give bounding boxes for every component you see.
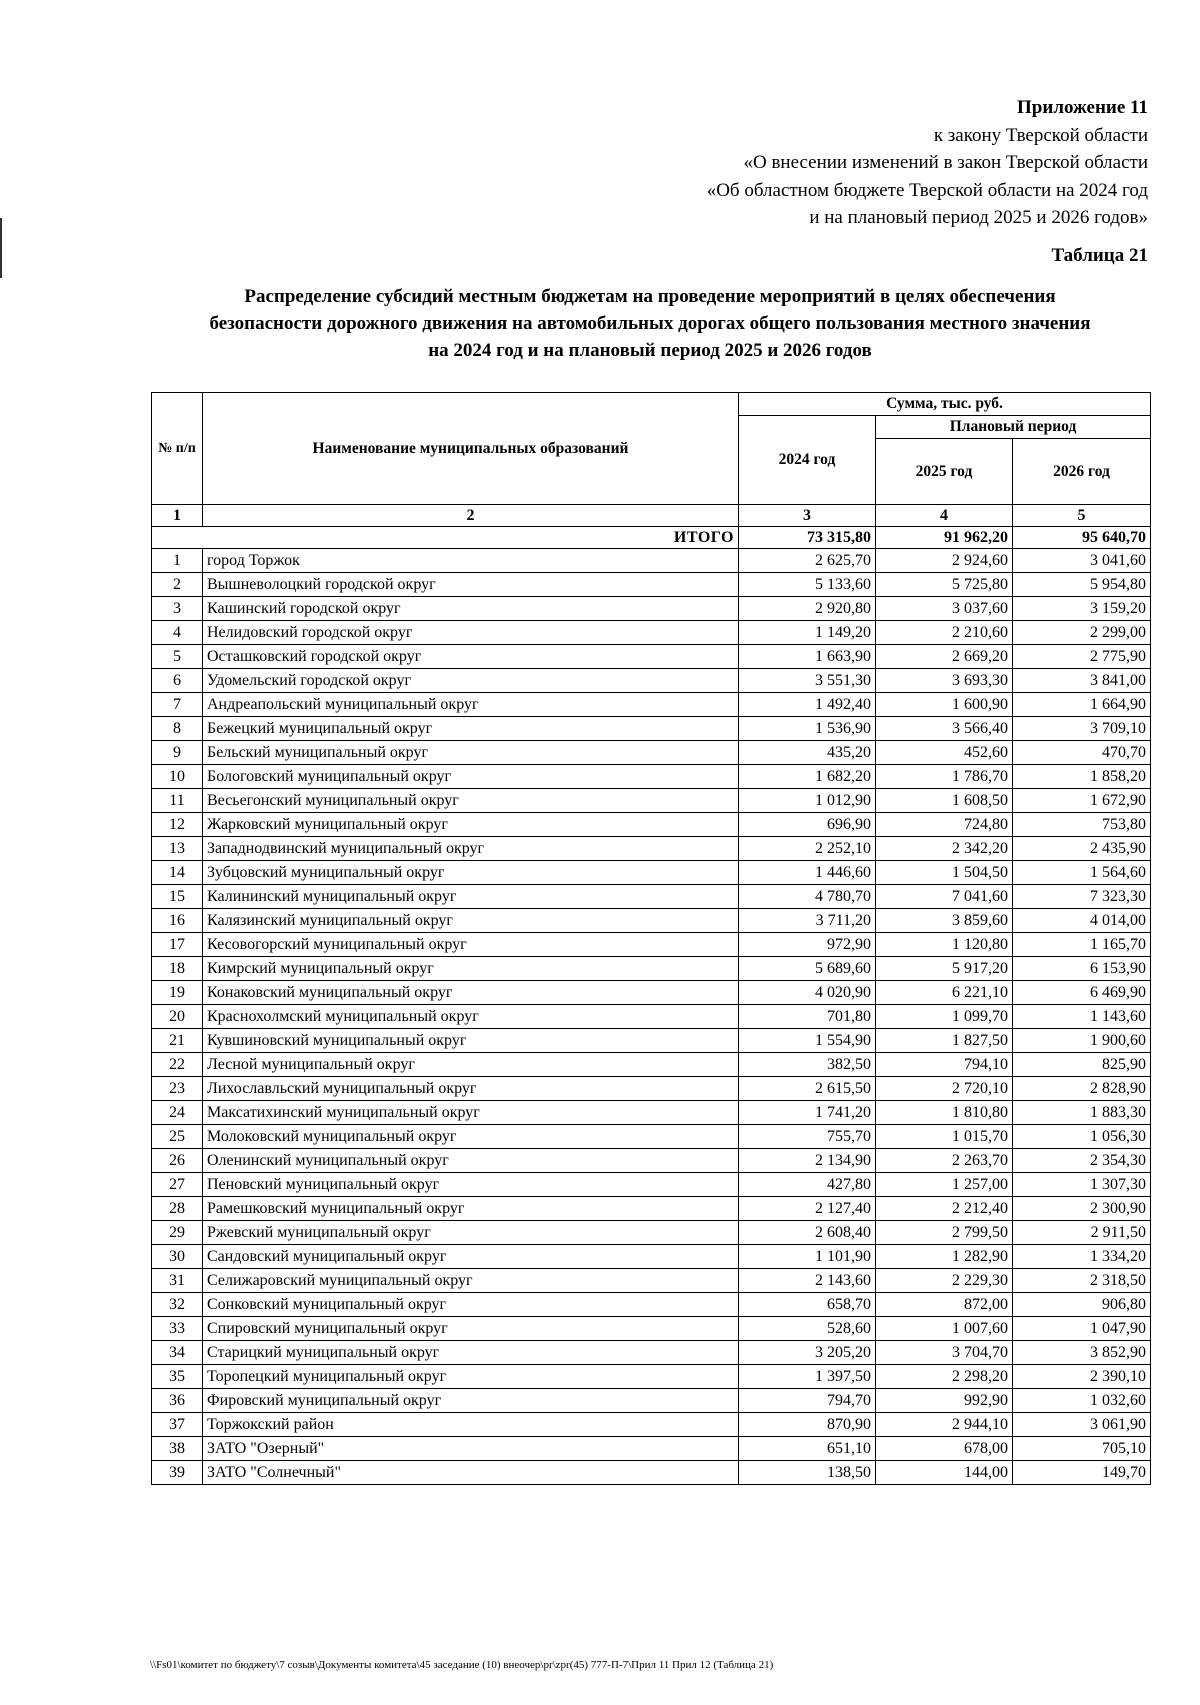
table-row: [152, 1101, 1151, 1125]
amount-2024: 427,80: [739, 1173, 876, 1197]
row-number: 3: [152, 597, 203, 621]
amount-2026: 1 858,20: [1013, 765, 1151, 789]
amount-2026: 825,90: [1013, 1053, 1151, 1077]
amount-2025: 1 015,70: [876, 1125, 1013, 1149]
document-title: [150, 283, 1150, 364]
table-row: [152, 1365, 1151, 1389]
row-number: 6: [152, 669, 203, 693]
municipality-name: Весьегонский муниципальный округ: [203, 789, 739, 813]
amount-2024: 5 133,60: [739, 573, 876, 597]
row-number: 9: [152, 741, 203, 765]
row-number: 34: [152, 1341, 203, 1365]
row-number: 27: [152, 1173, 203, 1197]
municipality-name: Калязинский муниципальный округ: [203, 909, 739, 933]
column-number: 4: [876, 505, 1013, 527]
municipality-name: Осташковский городской округ: [203, 645, 739, 669]
municipality-name: Удомельский городской округ: [203, 669, 739, 693]
total-row: [152, 527, 1151, 549]
amount-2024: 2 127,40: [739, 1197, 876, 1221]
amount-2026: 1 672,90: [1013, 789, 1151, 813]
amount-2025: 678,00: [876, 1437, 1013, 1461]
municipality-name: Бежецкий муниципальный округ: [203, 717, 739, 741]
row-number: 28: [152, 1197, 203, 1221]
municipality-name: Кашинский городской округ: [203, 597, 739, 621]
amount-2025: 1 827,50: [876, 1029, 1013, 1053]
municipality-name: Сандовский муниципальный округ: [203, 1245, 739, 1269]
municipality-name: Краснохолмский муниципальный округ: [203, 1005, 739, 1029]
amount-2025: 2 924,60: [876, 549, 1013, 573]
amount-2026: 2 318,50: [1013, 1269, 1151, 1293]
table-row: [152, 1005, 1151, 1029]
amount-2026: 2 390,10: [1013, 1365, 1151, 1389]
amount-2025: 992,90: [876, 1389, 1013, 1413]
amount-2025: 3 859,60: [876, 909, 1013, 933]
municipality-name: Фировский муниципальный округ: [203, 1389, 739, 1413]
amount-2024: 658,70: [739, 1293, 876, 1317]
row-number: 10: [152, 765, 203, 789]
amount-2026: 3 061,90: [1013, 1413, 1151, 1437]
amount-2025: 2 298,20: [876, 1365, 1013, 1389]
amount-2026: 470,70: [1013, 741, 1151, 765]
row-number: 1: [152, 549, 203, 573]
amount-2025: 1 504,50: [876, 861, 1013, 885]
table-row: [152, 1197, 1151, 1221]
header-number: № п/п: [152, 393, 203, 505]
amount-2026: 705,10: [1013, 1437, 1151, 1461]
municipality-name: Калининский муниципальный округ: [203, 885, 739, 909]
amount-2025: 2 669,20: [876, 645, 1013, 669]
row-number: 20: [152, 1005, 203, 1029]
municipality-name: ЗАТО "Солнечный": [203, 1461, 739, 1485]
table-row: [152, 1461, 1151, 1485]
amount-2024: 3 551,30: [739, 669, 876, 693]
total-value-2026: 95 640,70: [1013, 527, 1151, 549]
amount-2025: 2 210,60: [876, 621, 1013, 645]
amount-2024: 4 020,90: [739, 981, 876, 1005]
row-number: 14: [152, 861, 203, 885]
amount-2025: 1 120,80: [876, 933, 1013, 957]
column-number: 1: [152, 505, 203, 527]
table-row: [152, 549, 1151, 573]
row-number: 18: [152, 957, 203, 981]
amount-2026: 2 300,90: [1013, 1197, 1151, 1221]
row-number: 35: [152, 1365, 203, 1389]
amount-2025: 2 342,20: [876, 837, 1013, 861]
amount-2025: 2 263,70: [876, 1149, 1013, 1173]
column-numbers-row: [152, 505, 1151, 527]
amount-2026: 1 032,60: [1013, 1389, 1151, 1413]
header-planned-period: Плановый период: [876, 416, 1151, 439]
table-row: [152, 741, 1151, 765]
table-row: [152, 909, 1151, 933]
row-number: 32: [152, 1293, 203, 1317]
table-row: [152, 861, 1151, 885]
municipality-name: Бельский муниципальный округ: [203, 741, 739, 765]
amount-2024: 1 012,90: [739, 789, 876, 813]
amount-2024: 3 711,20: [739, 909, 876, 933]
column-number: 3: [739, 505, 876, 527]
municipality-name: Сонковский муниципальный округ: [203, 1293, 739, 1317]
subsidy-table: [151, 392, 1151, 1485]
amount-2026: 3 709,10: [1013, 717, 1151, 741]
table-row: [152, 885, 1151, 909]
amount-2025: 7 041,60: [876, 885, 1013, 909]
amount-2026: 6 153,90: [1013, 957, 1151, 981]
amount-2025: 5 917,20: [876, 957, 1013, 981]
amount-2024: 1 663,90: [739, 645, 876, 669]
amount-2024: 2 608,40: [739, 1221, 876, 1245]
amount-2024: 382,50: [739, 1053, 876, 1077]
amount-2026: 3 852,90: [1013, 1341, 1151, 1365]
table-row: [152, 1173, 1151, 1197]
amount-2025: 1 608,50: [876, 789, 1013, 813]
amount-2025: 3 037,60: [876, 597, 1013, 621]
amount-2026: 2 435,90: [1013, 837, 1151, 861]
row-number: 36: [152, 1389, 203, 1413]
table-row: [152, 957, 1151, 981]
amount-2024: 2 252,10: [739, 837, 876, 861]
table-row: [152, 765, 1151, 789]
municipality-name: Западнодвинский муниципальный округ: [203, 837, 739, 861]
table-row: [152, 981, 1151, 1005]
amount-2025: 1 786,70: [876, 765, 1013, 789]
total-value-2024: 73 315,80: [739, 527, 876, 549]
header-year-2026: 2026 год: [1013, 439, 1151, 505]
total-value-2025: 91 962,20: [876, 527, 1013, 549]
amount-2024: 1 446,60: [739, 861, 876, 885]
row-number: 30: [152, 1245, 203, 1269]
table-body: [152, 549, 1151, 1485]
table-row: [152, 717, 1151, 741]
municipality-name: ЗАТО "Озерный": [203, 1437, 739, 1461]
amount-2026: 6 469,90: [1013, 981, 1151, 1005]
amount-2024: 4 780,70: [739, 885, 876, 909]
amount-2026: 5 954,80: [1013, 573, 1151, 597]
amount-2024: 1 397,50: [739, 1365, 876, 1389]
amount-2026: 2 354,30: [1013, 1149, 1151, 1173]
appendix-header: [707, 94, 1148, 232]
table-row: [152, 813, 1151, 837]
amount-2024: 3 205,20: [739, 1341, 876, 1365]
table-row: [152, 837, 1151, 861]
table-row: [152, 597, 1151, 621]
table-row: [152, 1029, 1151, 1053]
amount-2026: 1 307,30: [1013, 1173, 1151, 1197]
amount-2025: 1 007,60: [876, 1317, 1013, 1341]
amount-2025: 1 099,70: [876, 1005, 1013, 1029]
municipality-name: Торжокский район: [203, 1413, 739, 1437]
municipality-name: Селижаровский муниципальный округ: [203, 1269, 739, 1293]
amount-2024: 2 134,90: [739, 1149, 876, 1173]
amount-2026: 2 828,90: [1013, 1077, 1151, 1101]
amount-2026: 3 041,60: [1013, 549, 1151, 573]
amount-2025: 452,60: [876, 741, 1013, 765]
amount-2025: 1 600,90: [876, 693, 1013, 717]
amount-2024: 794,70: [739, 1389, 876, 1413]
row-number: 39: [152, 1461, 203, 1485]
municipality-name: Старицкий муниципальный округ: [203, 1341, 739, 1365]
municipality-name: Рамешковский муниципальный округ: [203, 1197, 739, 1221]
column-number: 5: [1013, 505, 1151, 527]
municipality-name: Зубцовский муниципальный округ: [203, 861, 739, 885]
row-number: 22: [152, 1053, 203, 1077]
table-row: [152, 1221, 1151, 1245]
amount-2024: 696,90: [739, 813, 876, 837]
municipality-name: Молоковский муниципальный округ: [203, 1125, 739, 1149]
appendix-line: «Об областном бюджете Тверской области на 2024 год: [706, 179, 1148, 201]
row-number: 23: [152, 1077, 203, 1101]
table-row: [152, 1389, 1151, 1413]
row-number: 26: [152, 1149, 203, 1173]
table-row: [152, 1245, 1151, 1269]
amount-2025: 794,10: [876, 1053, 1013, 1077]
row-number: 33: [152, 1317, 203, 1341]
table-row: [152, 933, 1151, 957]
amount-2025: 2 944,10: [876, 1413, 1013, 1437]
amount-2025: 2 799,50: [876, 1221, 1013, 1245]
municipality-name: Жарковский муниципальный округ: [203, 813, 739, 837]
amount-2025: 3 704,70: [876, 1341, 1013, 1365]
municipality-name: Пеновский муниципальный округ: [203, 1173, 739, 1197]
row-number: 13: [152, 837, 203, 861]
amount-2025: 3 693,30: [876, 669, 1013, 693]
amount-2026: 1 056,30: [1013, 1125, 1151, 1149]
amount-2025: 5 725,80: [876, 573, 1013, 597]
row-number: 19: [152, 981, 203, 1005]
header-municipality: Наименование муниципальных образований: [203, 393, 739, 505]
municipality-name: Конаковский муниципальный округ: [203, 981, 739, 1005]
amount-2026: 1 883,30: [1013, 1101, 1151, 1125]
municipality-name: город Торжок: [203, 549, 739, 573]
amount-2026: 1 564,60: [1013, 861, 1151, 885]
row-number: 17: [152, 933, 203, 957]
row-number: 21: [152, 1029, 203, 1053]
amount-2026: 1 143,60: [1013, 1005, 1151, 1029]
table-row: [152, 1437, 1151, 1461]
amount-2025: 1 282,90: [876, 1245, 1013, 1269]
row-number: 8: [152, 717, 203, 741]
amount-2026: 2 911,50: [1013, 1221, 1151, 1245]
amount-2026: 149,70: [1013, 1461, 1151, 1485]
municipality-name: Лесной муниципальный округ: [203, 1053, 739, 1077]
header-year-2025: 2025 год: [876, 439, 1013, 505]
municipality-name: Максатихинский муниципальный округ: [203, 1101, 739, 1125]
amount-2025: 2 229,30: [876, 1269, 1013, 1293]
amount-2024: 651,10: [739, 1437, 876, 1461]
table-row: [152, 621, 1151, 645]
table-row: [152, 1269, 1151, 1293]
appendix-line: к закону Тверской области: [933, 124, 1148, 146]
row-number: 29: [152, 1221, 203, 1245]
row-number: 11: [152, 789, 203, 813]
municipality-name: Оленинский муниципальный округ: [203, 1149, 739, 1173]
municipality-name: Торопецкий муниципальный округ: [203, 1365, 739, 1389]
header-year-2024: 2024 год: [739, 416, 876, 505]
amount-2026: 1 900,60: [1013, 1029, 1151, 1053]
title-line: Распределение субсидий местным бюджетам на проведение мероприятий в целях обеспечения: [244, 286, 1056, 307]
municipality-name: Кувшиновский муниципальный округ: [203, 1029, 739, 1053]
table-row: [152, 669, 1151, 693]
municipality-name: Спировский муниципальный округ: [203, 1317, 739, 1341]
amount-2024: 1 101,90: [739, 1245, 876, 1269]
amount-2025: 2 212,40: [876, 1197, 1013, 1221]
row-number: 25: [152, 1125, 203, 1149]
amount-2025: 3 566,40: [876, 717, 1013, 741]
table-row: [152, 1077, 1151, 1101]
amount-2024: 2 615,50: [739, 1077, 876, 1101]
row-number: 5: [152, 645, 203, 669]
row-number: 15: [152, 885, 203, 909]
amount-2024: 1 149,20: [739, 621, 876, 645]
amount-2024: 701,80: [739, 1005, 876, 1029]
row-number: 31: [152, 1269, 203, 1293]
table-row: [152, 1149, 1151, 1173]
municipality-name: Ржевский муниципальный округ: [203, 1221, 739, 1245]
row-number: 24: [152, 1101, 203, 1125]
amount-2026: 906,80: [1013, 1293, 1151, 1317]
row-number: 7: [152, 693, 203, 717]
amount-2024: 528,60: [739, 1317, 876, 1341]
amount-2026: 2 775,90: [1013, 645, 1151, 669]
amount-2025: 1 810,80: [876, 1101, 1013, 1125]
amount-2026: 7 323,30: [1013, 885, 1151, 909]
amount-2024: 755,70: [739, 1125, 876, 1149]
amount-2024: 2 143,60: [739, 1269, 876, 1293]
municipality-name: Кимрский муниципальный округ: [203, 957, 739, 981]
amount-2024: 2 625,70: [739, 549, 876, 573]
row-number: 38: [152, 1437, 203, 1461]
amount-2024: 138,50: [739, 1461, 876, 1485]
amount-2025: 1 257,00: [876, 1173, 1013, 1197]
row-number: 4: [152, 621, 203, 645]
amount-2026: 1 165,70: [1013, 933, 1151, 957]
file-path-footer: \\Fs01\комитет по бюджету\7 созыв\Документы комитета\45 заседание (10) внеочер\pr\zpr(45) 777-П-7\Прил 11 Прил 12 (Таблица 21): [150, 1659, 774, 1671]
municipality-name: Андреапольский муниципальный округ: [203, 693, 739, 717]
table-row: [152, 645, 1151, 669]
amount-2026: 1 334,20: [1013, 1245, 1151, 1269]
appendix-line: и на плановый период 2025 и 2026 годов»: [809, 207, 1148, 228]
table-row: [152, 789, 1151, 813]
row-number: 16: [152, 909, 203, 933]
amount-2024: 1 554,90: [739, 1029, 876, 1053]
amount-2024: 870,90: [739, 1413, 876, 1437]
table-label: Таблица 21: [1051, 245, 1148, 266]
title-line: на 2024 год и на плановый период 2025 и 2026 годов: [428, 340, 872, 361]
table-row: [152, 1293, 1151, 1317]
amount-2026: 2 299,00: [1013, 621, 1151, 645]
table-row: [152, 1413, 1151, 1437]
scan-artifact: [0, 218, 2, 278]
municipality-name: Бологовский муниципальный округ: [203, 765, 739, 789]
amount-2025: 2 720,10: [876, 1077, 1013, 1101]
amount-2024: 1 682,20: [739, 765, 876, 789]
table-row: [152, 1317, 1151, 1341]
municipality-name: Лихославльский муниципальный округ: [203, 1077, 739, 1101]
amount-2024: 5 689,60: [739, 957, 876, 981]
header-sum: Сумма, тыс. руб.: [739, 393, 1151, 416]
amount-2025: 144,00: [876, 1461, 1013, 1485]
amount-2024: 2 920,80: [739, 597, 876, 621]
municipality-name: Вышневолоцкий городской округ: [203, 573, 739, 597]
amount-2026: 3 159,20: [1013, 597, 1151, 621]
row-number: 37: [152, 1413, 203, 1437]
amount-2026: 753,80: [1013, 813, 1151, 837]
amount-2025: 6 221,10: [876, 981, 1013, 1005]
amount-2024: 972,90: [739, 933, 876, 957]
table-row: [152, 1053, 1151, 1077]
total-label: ИТОГО: [152, 527, 739, 549]
amount-2026: 3 841,00: [1013, 669, 1151, 693]
amount-2024: 1 536,90: [739, 717, 876, 741]
amount-2026: 4 014,00: [1013, 909, 1151, 933]
amount-2026: 1 664,90: [1013, 693, 1151, 717]
amount-2024: 1 741,20: [739, 1101, 876, 1125]
column-number: 2: [203, 505, 739, 527]
row-number: 2: [152, 573, 203, 597]
title-line: безопасности дорожного движения на автомобильных дорогах общего пользования местного значения: [209, 313, 1091, 334]
municipality-name: Кесовогорский муниципальный округ: [203, 933, 739, 957]
amount-2026: 1 047,90: [1013, 1317, 1151, 1341]
table-row: [152, 573, 1151, 597]
appendix-line: «О внесении изменений в закон Тверской области: [743, 152, 1148, 173]
amount-2024: 435,20: [739, 741, 876, 765]
amount-2024: 1 492,40: [739, 693, 876, 717]
table-row: [152, 1125, 1151, 1149]
appendix-title: Приложение 11: [1017, 97, 1148, 118]
table-row: [152, 693, 1151, 717]
municipality-name: Нелидовский городской округ: [203, 621, 739, 645]
amount-2025: 724,80: [876, 813, 1013, 837]
row-number: 12: [152, 813, 203, 837]
table-row: [152, 1341, 1151, 1365]
amount-2025: 872,00: [876, 1293, 1013, 1317]
